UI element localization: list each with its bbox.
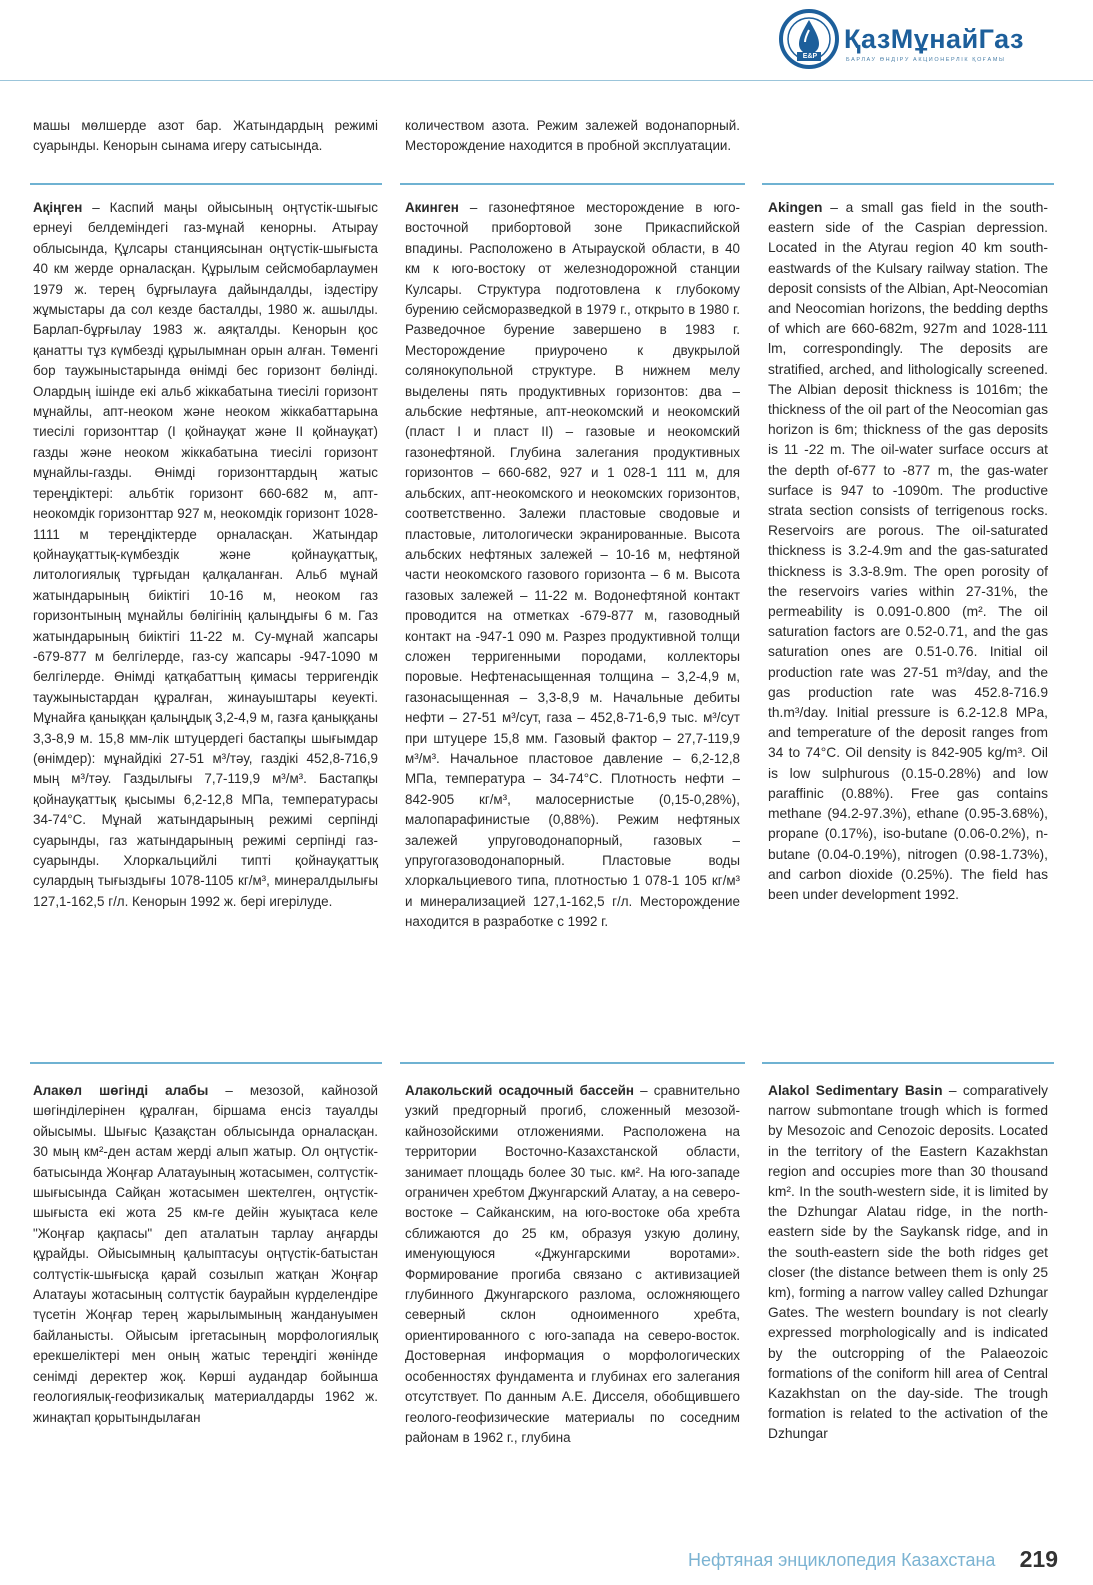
entry-term: Акинген xyxy=(405,200,459,215)
entry-divider xyxy=(400,183,745,185)
entry-term: Алакөл шөгінді алабы xyxy=(33,1083,209,1098)
page-footer xyxy=(688,1546,1058,1576)
entry-body: – газонефтяное месторождение в юго-восточной прибортовой зоне Прикаспийской впадины. Расположено в Атырауской области, в 40 км к юго-востоку от железнодорожной станции Кулсары. Структура подготовлена к глубокому бурению сейсморазведкой в 1979 г., открыто в 1980 г. Разведочное бурение завершено в 1983 г. Месторождение приурочено к двукрылой солянокупольной структуре. В нижнем мелу выделены пять продуктивных горизонтов: два – альбские нефтяные, апт-неокомский и неокомский (пласт I и пласт II) – газовые и неокомский газонефтяной. Глубина залегания продуктивных горизонтов – 660-682, 927 и 1 028-1 111 м, для альбских, апт-неокомского и неокомских горизонтов, соответственно. Залежи пластовые сводовые и пластовые, литологически экранированные. Высота альбских нефтяных залежей – 10-16 м, нефтяной части неокомского газового горизонта – 6 м. Высота газовых залежей – 11-22 м. Водонефтяной контакт проводится на отметках -679-877 м, газоводный контакт на -947-1 090 м. Разрез продуктивной толщи сложен терригенными породами, коллекторы поровые. Нефтенасыщенная толщина – 3,2-4,9 м, газонасыщенная – 3,3-8,9 м. Начальные дебиты нефти – 27-51 м³/сут, газа – 452,8-71-6,9 тыс. м³/сут при штуцере 15,8 мм. Газовый фактор – 27,7-119,9 м³/м³. Начальное пластовое давление – 6,2-12,8 МПа, температура – 34-74°C. Плотность нефти – 842-905 кг/м³, малосернистые (0,15-0,28%), малопарафинистые (0,88%). Режим нефтяных залежей упруговодонапорный, газовых – упругогазоводонапорный. Пластовые воды хлоркальциевого типа, плотностью 1 078-1 105 кг/м³ и минерализацией 127,1-162,5 г/л. Месторождение находится в разработке с 1992 г. xyxy=(405,200,740,930)
entry-divider xyxy=(400,1062,745,1064)
continuation-ru: количеством азота. Режим залежей водонапорный. Месторождение находится в пробной эксплуатации. xyxy=(405,118,740,154)
entry-body: – сравнительно узкий предгорный прогиб, сложенный мезозой-кайнозойскими отложениями. Расположена на территории Восточно-Казахстанской области, занимает площадь более 30 тыс. км². На юго-западе ограничен хребтом Джунгарский Алатау, а на северо-востоке – Сайканским, на юго-востоке оба хребта сближаются до 25 км, образуя узкую долину, именующуюся «Джунгарскими воротами». Формирование прогиба связано с активизацией глубинного Джунгарского разлома, осложняющего северный склон одноименного хребта, ориентированного с юго-запада на северо-восток. Достоверная информация о морфологических особенностях фундамента и глубинах его залегания отсутствует. По данным А.Е. Дисселя, обобщившего геолого-геофизические материалы по соседним районам в 1962 г., глубина xyxy=(405,1083,740,1445)
entry-alakol-kz xyxy=(33,1081,378,1428)
entry-term: Akingen xyxy=(768,200,823,215)
entry-divider xyxy=(762,183,1054,185)
entry-term: Алакольский осадочный бассейн xyxy=(405,1083,635,1098)
entry-akingen-ru xyxy=(405,198,740,933)
header-divider xyxy=(0,80,1093,81)
entry-akingen-en xyxy=(768,198,1048,905)
page-number: 219 xyxy=(1019,1546,1058,1572)
entry-divider xyxy=(30,1062,382,1064)
logo-badge: E&P xyxy=(802,53,818,60)
entry-term: Alakol Sedimentary Basin xyxy=(768,1083,943,1098)
entry-body: – Каспий маңы ойысының оңтүстік-шығыс ернеуі белдеміндегі газ-мұнай кенорны. Атырау облысында, Құлсары станциясынан оңтүстік-шығыста 40 км жерде орналасқан. Құрылым сейсмобарлаумен 1979 ж. терең бұрғылауға дайындалды, іздестіру жұмыстары да сол кезде басталды, 1980 ж. ашылды. Барлап-бұрғылау 1983 ж. аяқталды. Кенорын қос қанатты тұз күмбезді құрылымнан орын алған. Төменгі бор таужыныстарында өнімді бес горизонт бөлінді. Олардың ішінде екі альб жіккабатына тиесілі горизонт мұнайлы, апт-неоком және неоком жіккабаттарына тиесілі горизонттар (I қойнауқат және II қойнауқат) газды және неоком жіккабатына тиесілі горизонт мұнайлы-газды. Өнімді горизонттардың жатыс тереңдіктері: альбтік горизонт 660-682 м, апт-неокомдік горизонттар 927 м, неокомдік горизонт 1028-1111 м тереңдіктерде орналасқан. Жатындар қойнауқаттық-күмбездік және қойнауқаттық, литологиялық тұрғыдан қалқаланған. Альб мұнай жатындарының биіктігі 10-16 м, неоком газ горизонтының мұнайлы бөлігінің қалыңдығы 6 м. Газ жатындарының биіктігі 11-22 м. Су-мұнай жапсары -679-877 м белгілерде, газ-су жапсары -947-1090 м белгілерде. Өнімді қатқабаттың қимасы терригендік таужыныстардан құралған, жинауыштары кеуекті. Мұнайға қаныққан қалыңдық 3,2-4,9 м, газға қаныққаны 3,3-8,9 м. 15,8 мм-лік штуцердегі бастапқы шығымдар (өнімдер): мұнайдікі 27-51 м³/тәу, газдікі 452,8-716,9 мың м³/тәу. Газдылығы 7,7-119,9 м³/м³. Бастапқы қойнауқаттық қысымы 6,2-12,8 МПа, температурасы 34-74°C. Мұнай жатындарының режимі серпінді суарынды, газ жатындарының режимі серпінді газ-суарынды. Хлоркальцийлі типті қойнауқаттық сулардың тығыздығы 1078-1105 кг/м³, минералдылығы 127,1-162,5 г/л. Кенорын 1992 ж. бері игерілуде. xyxy=(33,200,378,909)
entry-akingen-kz xyxy=(33,198,378,912)
entry-term: Ақіңген xyxy=(33,200,83,215)
entry-divider xyxy=(30,183,382,185)
footer-title: Нефтяная энциклопедия Казахстана xyxy=(688,1550,996,1570)
entry-alakol-en xyxy=(768,1081,1048,1445)
entry-alakol-ru xyxy=(405,1081,740,1448)
entry-body: – a small gas field in the south-eastern side of the Caspian depression. Located in the Atyrau region 40 km south-eastwards of the Kulsary railway station. The deposit consists of the Albian, Apt-Neocomian and Neocomian horizons, the bedding depths of which are 660-682m, 927m and 1028-111 lm, correspondingly. The deposits are stratified, arched, and lithologically screened. The Albian deposit thickness is 1016m; the thickness of the oil part of the Neocomian gas horizon is 6m; thickness of the gas deposits is 11 -22 m. The oil-water surface occurs at the depth of-677 to -877 m, the gas-water surface is 947 to -1090m. The productive strata section consists of terrigenous rocks. Reservoirs are porous. The oil-saturated thickness is 3.2-4.9m and the gas-saturated thickness is 3.3-8.9m. The open porosity of the reservoirs varies within 27-31%, the permeability is 0.091-0.800 (m². The oil saturation factors are 0.52-0.71, and the gas saturation ones are 0.51-0.76. Initial oil production rate was 27-51 m³/day, and the gas production rate was 452.8-716.9 th.m³/day. Initial pressure is 6.2-12.8 MPa, and temperature of the deposit ranges from 34 to 74°C. Oil density is 842-905 kg/m³. Oil is low sulphurous (0.15-0.28%) and low paraffinic (0.88%). Free gas contains methane (94.2-97.3%), ethane (0.95-3.68%), propane (0.17%), iso-butane (0.06-0.2%), n-butane (0.04-0.19%), nitrogen (0.98-1.73%), and carbon dioxide (0.25%). The field has been under development 1992. xyxy=(768,200,1048,902)
entry-body: – мезозой, кайнозой шөгінділерінен құралған, біршама енсіз тауалды ойысымы. Шығыс Қазақстан облысында орналасқан. 30 мың км²-ден астам жерді алып жатыр. Ол оңтүстік-батысында Жоңғар Алатауының жотасымен, солтүстік-шығысында Сайқан жотасымен шектелген, оңтүстік-шығыста екі жота 25 км-ге дейін жуықтаса келе "Жоңғар қақпасы" деп аталатын тарлау аңғарды құрайды. Ойысымның қалыптасуы оңтүстік-батыстан солтүстік-шығысқа қарай созылып жатқан Жоңғар Алатауы жотасының солтүстік баурайын күрделендіре түсетін Жоңғар терең жарылымының жандануымен байланысты. Ойысым іргетасының морфологиялық ерекшеліктері мен оның жатыс тереңдігі жөнінде сенімді деректер жоқ. Көрші аудандар бойынша геологиялық-геофизикалық материалдарды 1962 ж. жинақтап қорытындылаған xyxy=(33,1083,379,1425)
continuation-kz: машы мөлшерде азот бар. Жатындардың режимі суарынды. Кенорын сынама игеру сатысында. xyxy=(33,118,378,154)
entry-body: – comparatively narrow submontane trough which is formed by Mesozoic and Cenozoic deposits. Located in the territory of the Eastern Kazakhstan region and occupies more than 30 thousand km². In the south-western side, it is limited by the Dzhungar Alatau ridge, in the north-eastern side by the Saykansk ridge, and in the south-eastern side the both ridges get closer (the distance between them is only 25 km), forming a narrow valley called Dzhungar Gates. The western boundary is not clearly expressed morphologically and is indicated by the outcropping of the Palaeozoic formations of the coniform hill area of Central Kazakhstan on the day-side. The trough formation is related to the activation of the Dzhungar xyxy=(768,1083,1048,1442)
company-logo xyxy=(778,8,1068,76)
logo-wordmark: ҚазМұнайГаз xyxy=(844,24,1024,54)
entry-divider xyxy=(762,1062,1054,1064)
logo-tagline: БАРЛАУ ӨНДІРУ АКЦИОНЕРЛІК ҚОҒАМЫ xyxy=(846,57,1006,63)
